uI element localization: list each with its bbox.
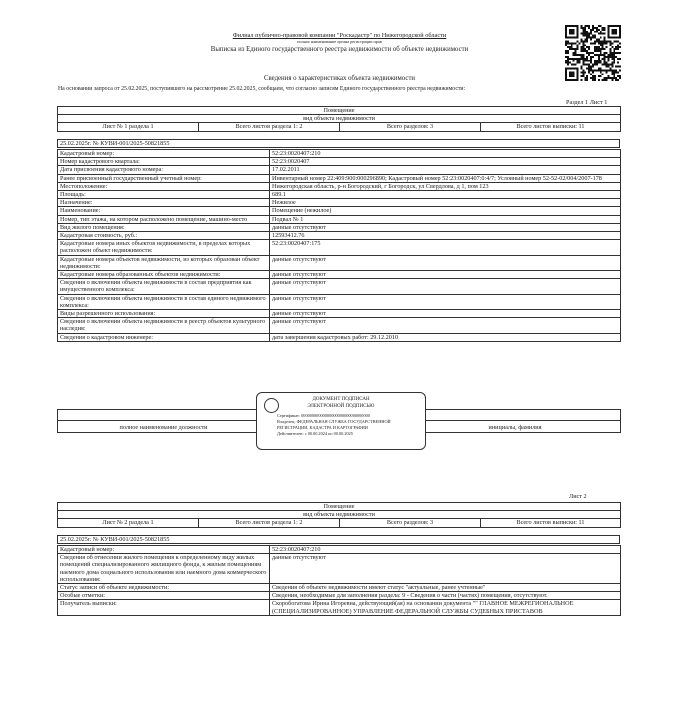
row-value: 52:23:0020407:210 [270, 150, 621, 158]
table-row [58, 294, 621, 309]
sheet2-header-table [57, 502, 621, 528]
row-value: Нижегородская область, р-н Богородский, г Богородск, ул Свердлова, д 1, пом 123 [270, 182, 621, 190]
row-label: Кадастровые номера иных объектов недвижимости, в пределах которых расположен объект недвижимости: [58, 240, 270, 255]
row-value: 52:23:0020407:175 [270, 240, 621, 255]
row-value: данные отсутствуют [270, 294, 621, 309]
table-row [58, 232, 621, 240]
row-value: данные отсутствуют [270, 318, 621, 333]
row-label: Назначение: [58, 199, 270, 207]
document-number: 25.02.2025г. № КУВИ-001/2025-50821855 [58, 140, 620, 148]
row-value: Нежилое [270, 199, 621, 207]
sheet-number: Лист № 2 раздела 1 [58, 519, 199, 527]
row-label: Кадастровая стоимость, руб.: [58, 232, 270, 240]
document-title: Выписка из Единого государственного реестра недвижимости об объекте недвижимости [210, 46, 469, 53]
row-value: данные отсутствуют [270, 255, 621, 270]
row-value: 12593412.76 [270, 232, 621, 240]
table-row [58, 166, 621, 174]
object-type: Помещение [58, 107, 621, 115]
row-value: 17.02.2011 [270, 166, 621, 174]
row-value: данные отсутствуют [270, 279, 621, 294]
table-row [58, 279, 621, 294]
row-label: Номер кадастрового квартала: [58, 158, 270, 166]
table-row [58, 215, 621, 223]
table-row [58, 333, 621, 341]
row-value: данные отсутствуют [270, 554, 621, 584]
sheet2-data-table [57, 545, 621, 616]
sheet1-doc-number-table [57, 139, 620, 148]
table-row [58, 318, 621, 333]
table-row [58, 271, 621, 279]
table-row [58, 310, 621, 318]
row-value: 689.1 [270, 191, 621, 199]
sheet2-doc-number-table [57, 535, 620, 544]
sheet1-data-table [57, 149, 621, 342]
row-label: Дата присвоения кадастрового номера: [58, 166, 270, 174]
info-title: Сведения о характеристиках объекта недвижимости [263, 75, 416, 82]
row-label: Сведения о включении объекта недвижимости в реестр объектов культурного наследия: [58, 318, 270, 333]
row-label: Статус записи об объекте недвижимости: [58, 584, 270, 592]
table-row [58, 584, 621, 592]
row-label: Сведения о кадастровом инженере: [58, 333, 270, 341]
sheets-in-section: Всего листов раздела 1: 2 [199, 123, 340, 131]
row-value: 52:23:0020407 [270, 158, 621, 166]
org-caption: полное наименование органа регистрации прав [297, 39, 382, 44]
sheets-total: Всего листов выписки: 11 [481, 123, 621, 131]
document-number: 25.02.2025г. № КУВИ-001/2025-50821855 [58, 536, 620, 544]
table-row [58, 158, 621, 166]
sheet-number: Лист № 1 раздела 1 [58, 123, 199, 131]
object-type: Помещение [58, 503, 621, 511]
row-label: Площадь: [58, 191, 270, 199]
row-value: данные отсутствуют [270, 310, 621, 318]
row-label: Сведения о включении объекта недвижимости в состав предприятия как имущественного комплекса: [58, 279, 270, 294]
row-value: Подвал № 1 [270, 215, 621, 223]
row-label: Местоположение: [58, 182, 270, 190]
sheets-in-section: Всего листов раздела 1: 2 [199, 519, 340, 527]
object-type-caption: вид объекта недвижимости [58, 115, 621, 123]
sheets-total: Всего листов выписки: 11 [481, 519, 621, 527]
table-row [58, 199, 621, 207]
qr-code-icon [565, 25, 621, 81]
row-label: Получатель выписки: [58, 600, 270, 615]
stamp-validity: Действителен: с 00.00.2024 по 00.00.2025 [277, 431, 353, 436]
sections-total: Всего разделов: 3 [340, 519, 481, 527]
table-row [58, 546, 621, 554]
org-name: Филиал публично-правовой компании "Роскадастр" по Нижегородской области [232, 32, 447, 39]
table-row [58, 150, 621, 158]
table-row [58, 600, 621, 615]
request-line: На основании запроса от 25.02.2025, поступившего на рассмотрение 25.02.2025, сообщаем, что согласно записям Единого государственного реестра недвижимости: [58, 86, 466, 92]
stamp-owner: Владелец: ФЕДЕРАЛЬНАЯ СЛУЖБА ГОСУДАРСТВЕННОЙ [277, 419, 391, 424]
signature-position-caption: полное наименование должности [58, 421, 270, 433]
stamp-subtitle: ЭЛЕКТРОННОЙ ПОДПИСЬЮ [307, 404, 375, 409]
table-row [58, 240, 621, 255]
table-row [58, 592, 621, 600]
row-value: Инвентарный номер 22:409:900:000296890; Кадастровый номер 52:23:0020407:0:4/7; Условный номер 52-52-02/004/2007-178 [270, 174, 621, 182]
section-ref: Раздел 1 Лист 1 [566, 99, 608, 106]
row-value: данные отсутствуют [270, 223, 621, 231]
electronic-signature-stamp [256, 392, 426, 450]
row-label: Сведения о включении объекта недвижимости в состав единого недвижимого комплекса: [58, 294, 270, 309]
stamp-certificate: Сертификат: 00000000000000000000000000000000 [277, 413, 370, 418]
row-label: Сведения об отнесении жилого помещения к определенному виду жилых помещений специализированного жилищного фонда, к жилым помещениям наемного дома социального использования или наемного дома коммерческого использования: [58, 554, 270, 584]
row-label: Кадастровый номер: [58, 150, 270, 158]
table-row [58, 182, 621, 190]
signature-name-caption: инициалы, фамилия [410, 421, 621, 433]
sections-total: Всего разделов: 3 [340, 123, 481, 131]
table-row [58, 554, 621, 584]
row-value: данные отсутствуют [270, 271, 621, 279]
stamp-title: ДОКУМЕНТ ПОДПИСАН [312, 397, 370, 402]
table-row [58, 191, 621, 199]
row-label: Кадастровые номера объектов недвижимости, из которых образован объект недвижимости: [58, 255, 270, 270]
row-value: Сведения об объекте недвижимости имеют статус "актуальные, ранее учтенные" [270, 584, 621, 592]
table-row [58, 255, 621, 270]
sheet1-header-table [57, 106, 621, 132]
row-label: Особые отметки: [58, 592, 270, 600]
row-label: Ранее присвоенный государственный учетный номер: [58, 174, 270, 182]
stamp-owner-cont: РЕГИСТРАЦИИ, КАДАСТРА И КАРТОГРАФИИ [277, 425, 368, 430]
row-value: 52:23:0020407:210 [270, 546, 621, 554]
row-label: Виды разрешенного использования: [58, 310, 270, 318]
row-label: Вид жилого помещения: [58, 223, 270, 231]
row-value: Помещение (нежилое) [270, 207, 621, 215]
row-label: Наименование: [58, 207, 270, 215]
row-value: Скоробогатова Ирина Игоревна, действующий(ая) на основании документа "" ГЛАВНОЕ МЕЖРЕГИОНАЛЬНОЕ (СПЕЦИАЛИЗИРОВАННОЕ) УПРАВЛЕНИЕ ФЕДЕРАЛЬНОЙ СЛУЖБЫ СУДЕБНЫХ ПРИСТАВОВ [270, 600, 621, 615]
object-type-caption: вид объекта недвижимости [58, 511, 621, 519]
row-label: Кадастровые номера образованных объектов недвижимости: [58, 271, 270, 279]
row-label: Номер, тип этажа, на котором расположено помещение, машино-место [58, 215, 270, 223]
row-value: дата завершения кадастровых работ: 29.12.2010 [270, 333, 621, 341]
row-label: Кадастровый номер: [58, 546, 270, 554]
table-row [58, 207, 621, 215]
table-row [58, 223, 621, 231]
table-row [58, 174, 621, 182]
sheet2-ref: Лист 2 [569, 493, 587, 500]
row-value: Сведения, необходимые для заполнения раздела: 9 - Сведения о части (частях) помещения, отсутствуют. [270, 592, 621, 600]
